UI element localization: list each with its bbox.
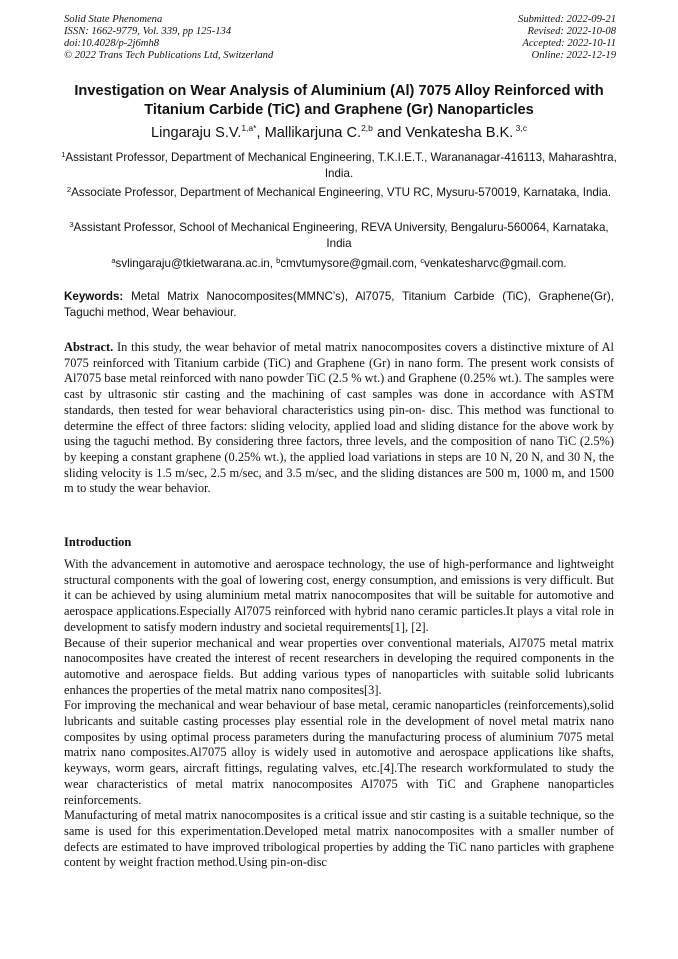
author-emails <box>60 256 618 272</box>
publication-dates <box>518 14 616 62</box>
email-address[interactable]: svlingaraju@tkietwarana.ac.in, <box>115 257 277 270</box>
paragraph: Manufacturing of metal matrix nanocomposites is a critical issue and stir casting is a suitable technique, so the same is used for this experimentation.Developed metal matrix nanocomposites with a smaller number of defects are estimated to have improved tribological properties by adding the TiC nano particles with graphene content by weight fraction method.Using pin-on-disc <box>64 808 614 870</box>
author-separator: , <box>256 125 265 141</box>
affiliation-mark: 2 <box>66 185 72 194</box>
affiliation-mark: 1 <box>61 150 66 159</box>
online-date: Online: 2022-12-19 <box>531 50 616 61</box>
keywords-text: Metal Matrix Nanocomposites(MMNC’s), Al7075, Titanium Carbide (TiC), Graphene(Gr), Taguchi method, Wear behaviour. <box>64 290 614 319</box>
paragraph: With the advancement in automotive and aerospace technology, the use of high-performance and lightweight structural components with the goal of lowering cost, energy consumption, and emissions is very difficult. But it can be achieved by using aluminium metal matrix nanocomposites that will be suitable for automotive and aerospace applications.Especially Al7075 reinforced with hybrid nano ceramic particles.It plays a vital role in development to satisfy modern industry and societal requirements[1], [2]. <box>64 557 614 634</box>
journal-info <box>64 14 273 62</box>
copyright-line: © 2022 Trans Tech Publications Ltd, Switzerland <box>64 50 274 61</box>
keywords-label: Keywords: <box>64 290 124 303</box>
abstract-text: In this study, the wear behavior of metal matrix nanocomposites covers a distinctive mixture of Al 7075 reinforced with Titanium carbide (TiC) and Graphene (Gr) in nano form. The present work consists of Al7075 base metal reinforced with nano powder TiC (2.5 % wt.) and Graphene (0.25% wt.). The samples were cast by ultrasonic stir casting and the machining of cast samples was done in accordance with ASTM standards, then tested for wear behavioral characteristics using pin-on- disc. This method was functional to determine the effect of three factors: sliding velocity, applied load and sliding distance for the above work by using the taguchi method. By considering three factors, three levels, and the composition of nano TiC (2.5%) by keeping a constant graphene (0.25% wt.), the applied load variations in steps are 10 N, 20 N, and 30 N, the sliding velocity is 1.5 m/sec, 2.5 m/sec, and 3.5 m/sec, and the sliding distances are 500 m, 1000 m, and 1500 m to study the wear behavior. <box>64 340 614 496</box>
author-separator: and <box>372 125 406 141</box>
introduction-body <box>64 557 614 871</box>
paragraph: Because of their superior mechanical and wear properties over conventional materials, Al7075 metal matrix nanocomposites have created the interest of recent researchers in developing the required components in the automotive and aerospace fields. But adding various types of nanoparticles with suitable solid lubricants enhances the properties of the metal matrix nano composites[3]. <box>64 635 614 697</box>
affiliation <box>60 185 618 201</box>
abstract-section <box>64 340 614 497</box>
keywords-section <box>64 289 614 321</box>
author-affil-mark: 1,a* <box>241 123 257 133</box>
email-mark: a <box>111 256 116 265</box>
affiliation-text: Assistant Professor, School of Mechanical Engineering, REVA University, Bengaluru-560064, Karnataka, India <box>73 221 609 250</box>
introduction-heading: Introduction <box>64 535 132 549</box>
revised-date: Revised: 2022-10-08 <box>527 26 616 37</box>
email-mark: b <box>276 256 281 265</box>
abstract-label: Abstract. <box>64 340 114 354</box>
issn-line: ISSN: 1662-9779, Vol. 339, pp 125-134 <box>64 26 232 37</box>
author-name: Lingaraju S.V. <box>150 125 242 141</box>
email-address[interactable]: venkatesharvc@gmail.com. <box>424 257 567 270</box>
author-affil-mark: 3,c <box>513 123 527 133</box>
affiliation <box>60 150 618 182</box>
author-affil-mark: 2,b <box>361 123 373 133</box>
affiliation-mark: 3 <box>69 220 74 229</box>
doi-line: doi:10.4028/p-2j6mh8 <box>64 38 160 49</box>
accepted-date: Accepted: 2022-10-11 <box>522 38 616 49</box>
submitted-date: Submitted: 2022-09-21 <box>518 14 616 25</box>
author-name: Venkatesha B.K. <box>405 125 514 141</box>
paragraph: For improving the mechanical and wear behaviour of base metal, ceramic nanoparticles (reinforcements),solid lubricants and suitable casting processes play essential role in the development of novel metal matrix nano composites by using optimal process parameters during the manufacturing process of aluminium 7075 metal matrix nano composites.Al7075 alloy is widely used in automotive and aerospace applications like shafts, keyways, worm gears, aircraft fittings, regulating valves, etc.[4].The research workformulated to study the wear characteristics of metal matrix nanocomposites Al7075 with TiC and Graphene nanoparticles reinforcements. <box>64 698 614 807</box>
author-name: Mallikarjuna C. <box>264 125 362 141</box>
email-mark: c <box>420 256 425 265</box>
author-list <box>40 124 638 142</box>
journal-name: Solid State Phenomena <box>64 14 163 25</box>
email-address[interactable]: cmvtumysore@gmail.com, <box>280 257 421 270</box>
affiliation-text: Assistant Professor, Department of Mechanical Engineering, T.K.I.E.T., Warananagar-416113, Maharashtra, India. <box>65 151 617 180</box>
affiliation <box>60 220 618 252</box>
affiliation-text: Associate Professor, Department of Mechanical Engineering, VTU RC, Mysuru-570019, Karnataka, India. <box>71 186 612 199</box>
paper-title: Investigation on Wear Analysis of Aluminium (Al) 7075 Alloy Reinforced with Titanium Carbide (TiC) and Graphene (Gr) Nanoparticles <box>74 83 604 118</box>
